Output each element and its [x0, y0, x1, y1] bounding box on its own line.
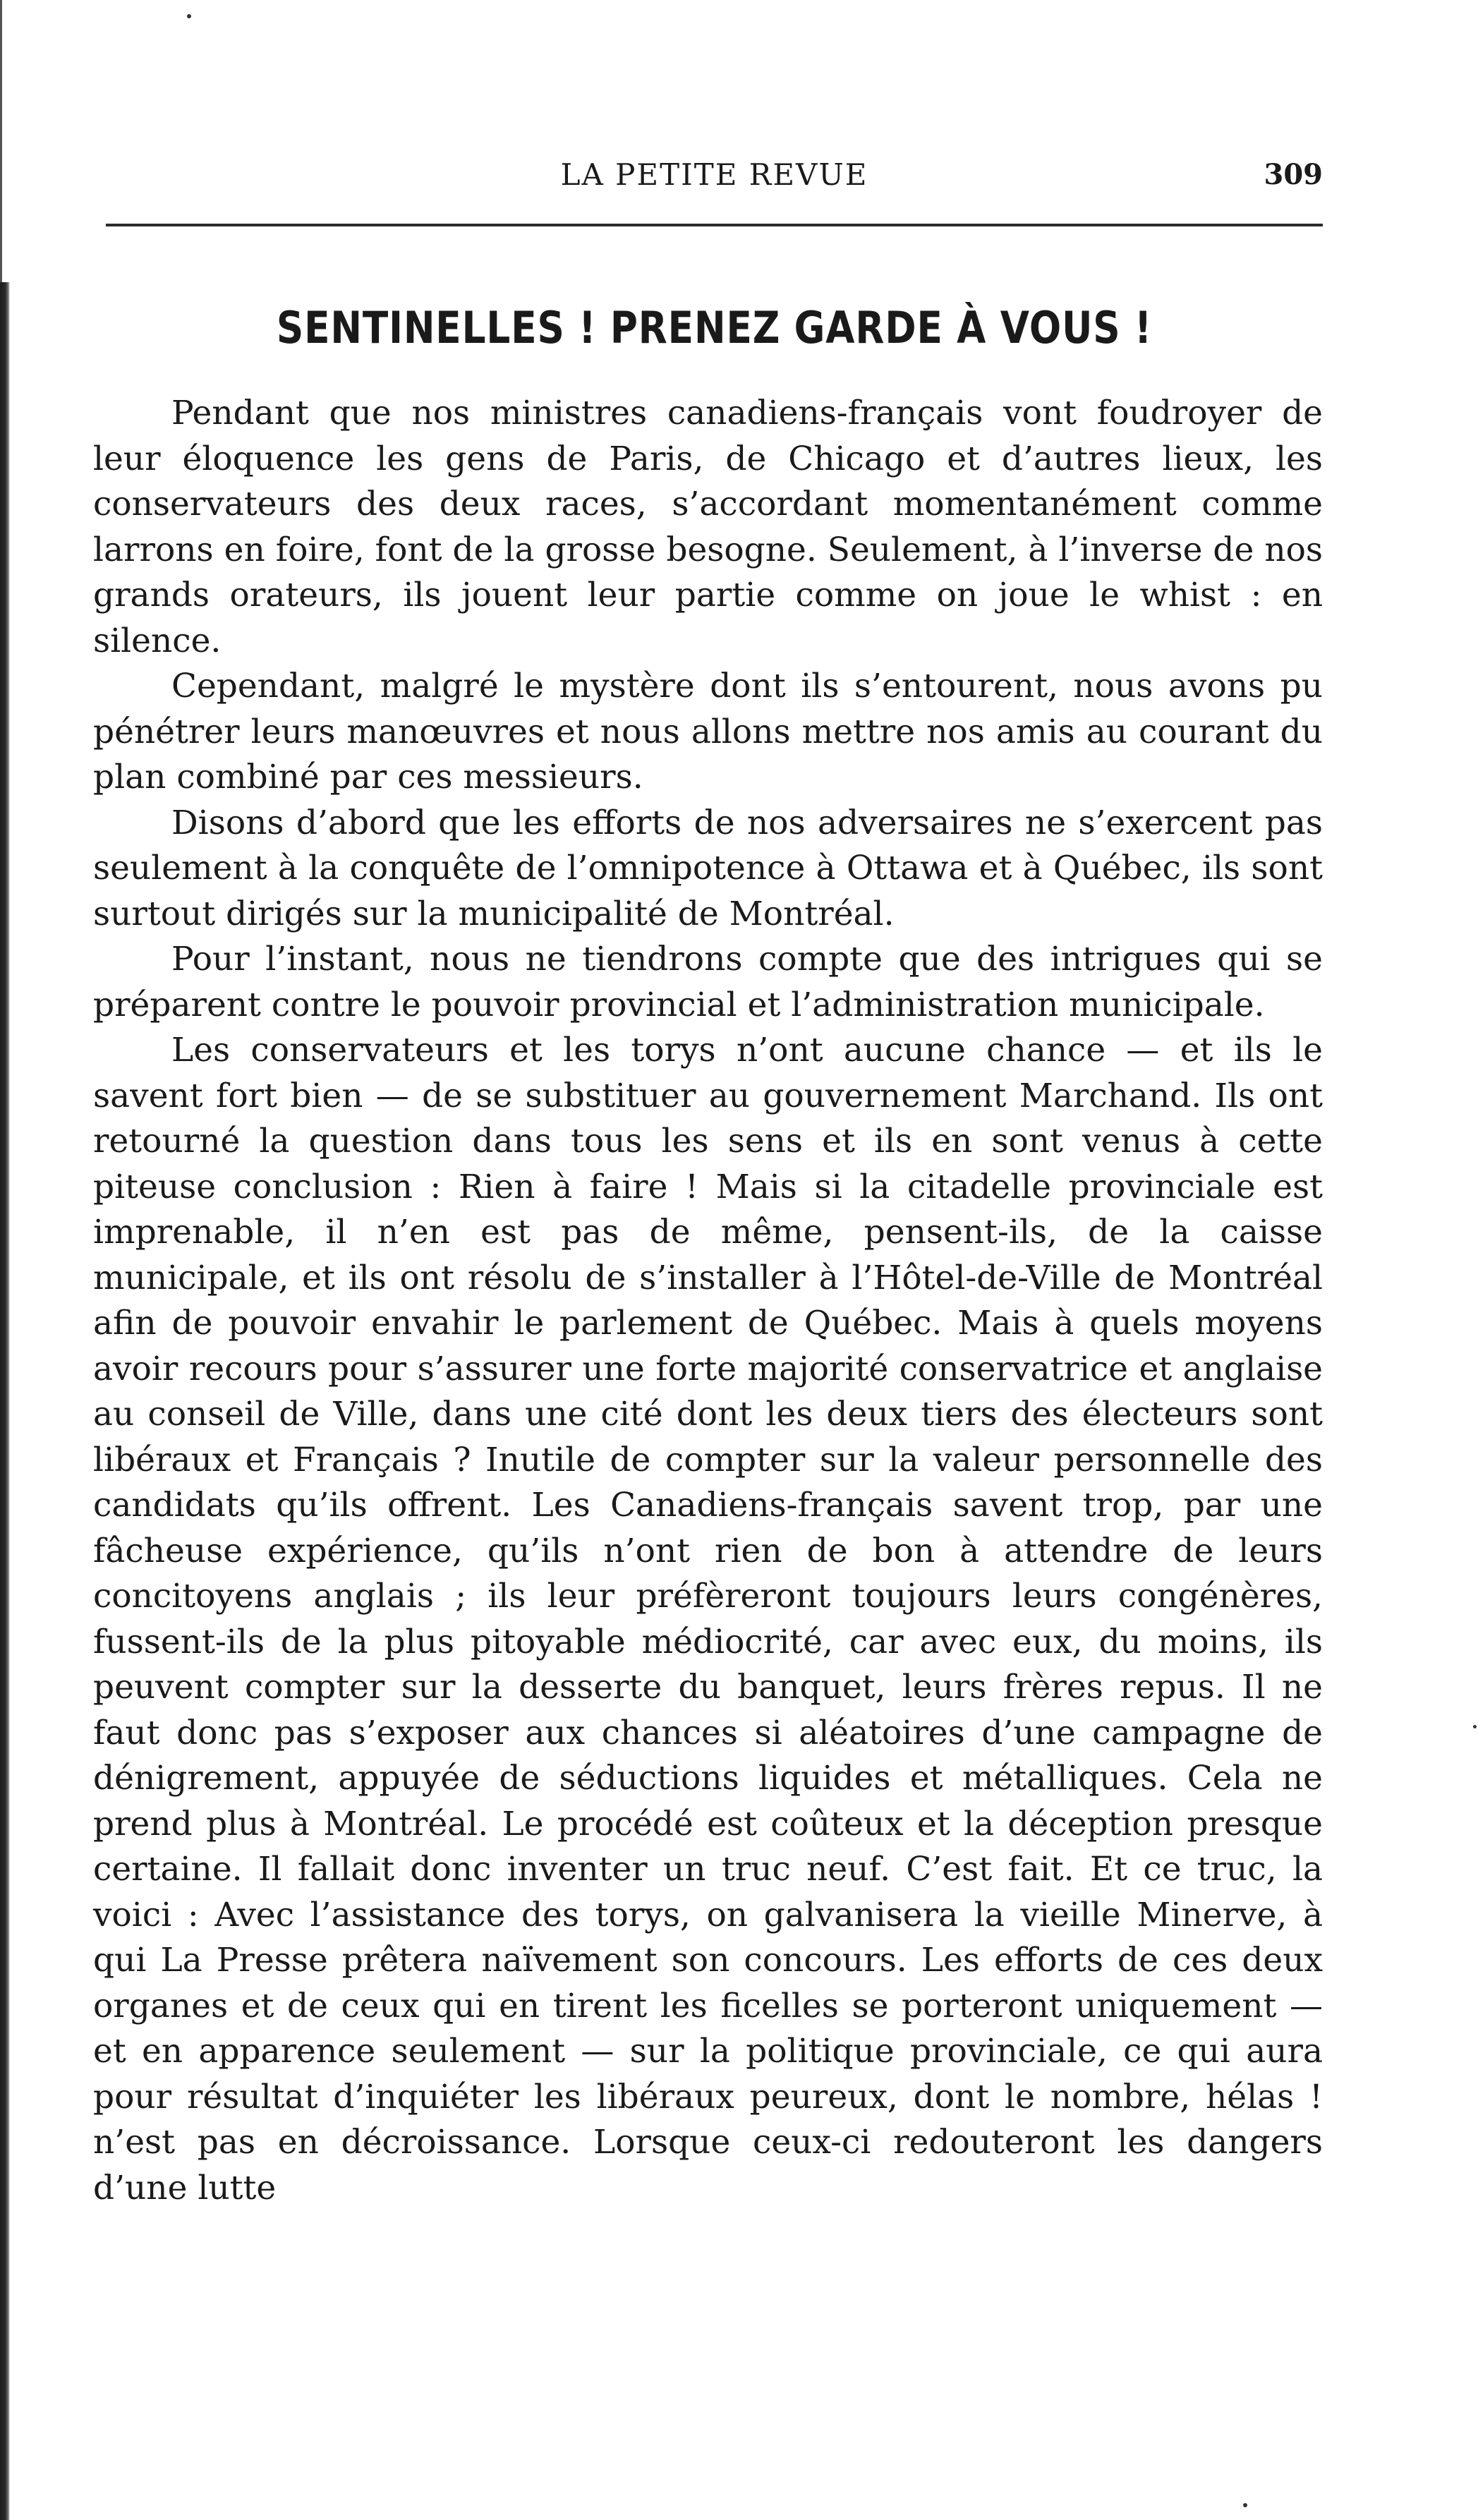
running-header [106, 154, 1323, 203]
ink-speck [1243, 2503, 1247, 2507]
page-number: 309 [1264, 158, 1323, 191]
header-rule [106, 224, 1323, 226]
paragraph: Pour l’instant, nous ne tiendrons compte que des intrigues qui se préparent contre le pouvoir provincial et l’administration municipale. [93, 940, 1323, 1024]
ink-speck [187, 14, 191, 18]
paragraph: Cependant, malgré le mystère dont ils s’entourent, nous avons pu pénétrer leurs manœuvres et nous allons mettre nos amis au courant du plan combiné par ces messieurs. [93, 667, 1323, 796]
ink-speck [1473, 1725, 1477, 1728]
paragraph: Disons d’abord que les efforts de nos adversaires ne s’exercent pas seulement à la conquête de l’omnipotence à Ottawa et à Québec, ils sont surtout dirigés sur la municipalité de Montréal. [93, 803, 1323, 933]
paragraph: Les conservateurs et les torys n’ont aucune chance — et ils le savent fort bien — de se substituer au gouvernement Marchand. Ils ont retourné la question dans tous les sens et ils en sont venus à cette piteuse conclusion : Rien à faire ! Mais si la citadelle provinciale est imprenable, il n’en est pas de même, pensent-ils, de la caisse municipale, et ils ont résolu de s’installer à l’Hôtel-de-Ville de Montréal afin de pouvoir envahir le parlement de Québec. Mais à quels moyens avoir recours pour s’assurer une forte majorité conservatrice et anglaise au conseil de Ville, dans une cité dont les deux tiers des électeurs sont libéraux et Français ? Inutile de compter sur la valeur personnelle des candidats qu’ils offrent. Les Canadiens-français savent trop, par une fâcheuse expérience, qu’ils n’ont rien de bon à attendre de leurs concitoyens anglais ; ils leur préfèreront toujours leurs congénères, fussent-ils de la plus pitoyable médiocrité, car avec eux, du moins, ils peuvent compter sur la desserte du banquet, leurs frères repus. Il ne faut donc pas s’exposer aux chances si aléatoires d’une campagne de dénigrement, appuyée de séductions liquides et métalliques. Cela ne prend plus à Montréal. Le procédé est coûteux et la déception presque certaine. Il fallait donc inventer un truc neuf. C’est fait. Et ce truc, la voici : Avec l’assistance des torys, on galvanisera la vieille Minerve, à qui La Presse prêtera naïvement son concours. Les efforts de ces deux organes et de ceux qui en tirent les ficelles se porteront uniquement — et en apparence seulement — sur la politique provinciale, ce qui aura pour résultat d’inquiéter les libéraux peureux, dont le nombre, hélas ! n’est pas en décroissance. Lorsque ceux-ci redouteront les dangers d’une lutte [93, 1031, 1323, 2207]
binding-shadow [0, 282, 10, 2520]
article-body [93, 391, 1323, 2211]
running-title: LA PETITE REVUE [560, 157, 868, 192]
paragraph: Pendant que nos ministres canadiens-français vont foudroyer de leur éloquence les gens de Paris, de Chicago et d’autres lieux, les conservateurs des deux races, s’accordant momentanément comme larrons en foire, font de la grosse besogne. Seulement, à l’inverse de nos grands orateurs, ils jouent leur partie comme on joue le whist : en silence. [93, 394, 1323, 660]
article-title: SENTINELLES ! PRENEZ GARDE À VOUS ! [276, 302, 1153, 353]
